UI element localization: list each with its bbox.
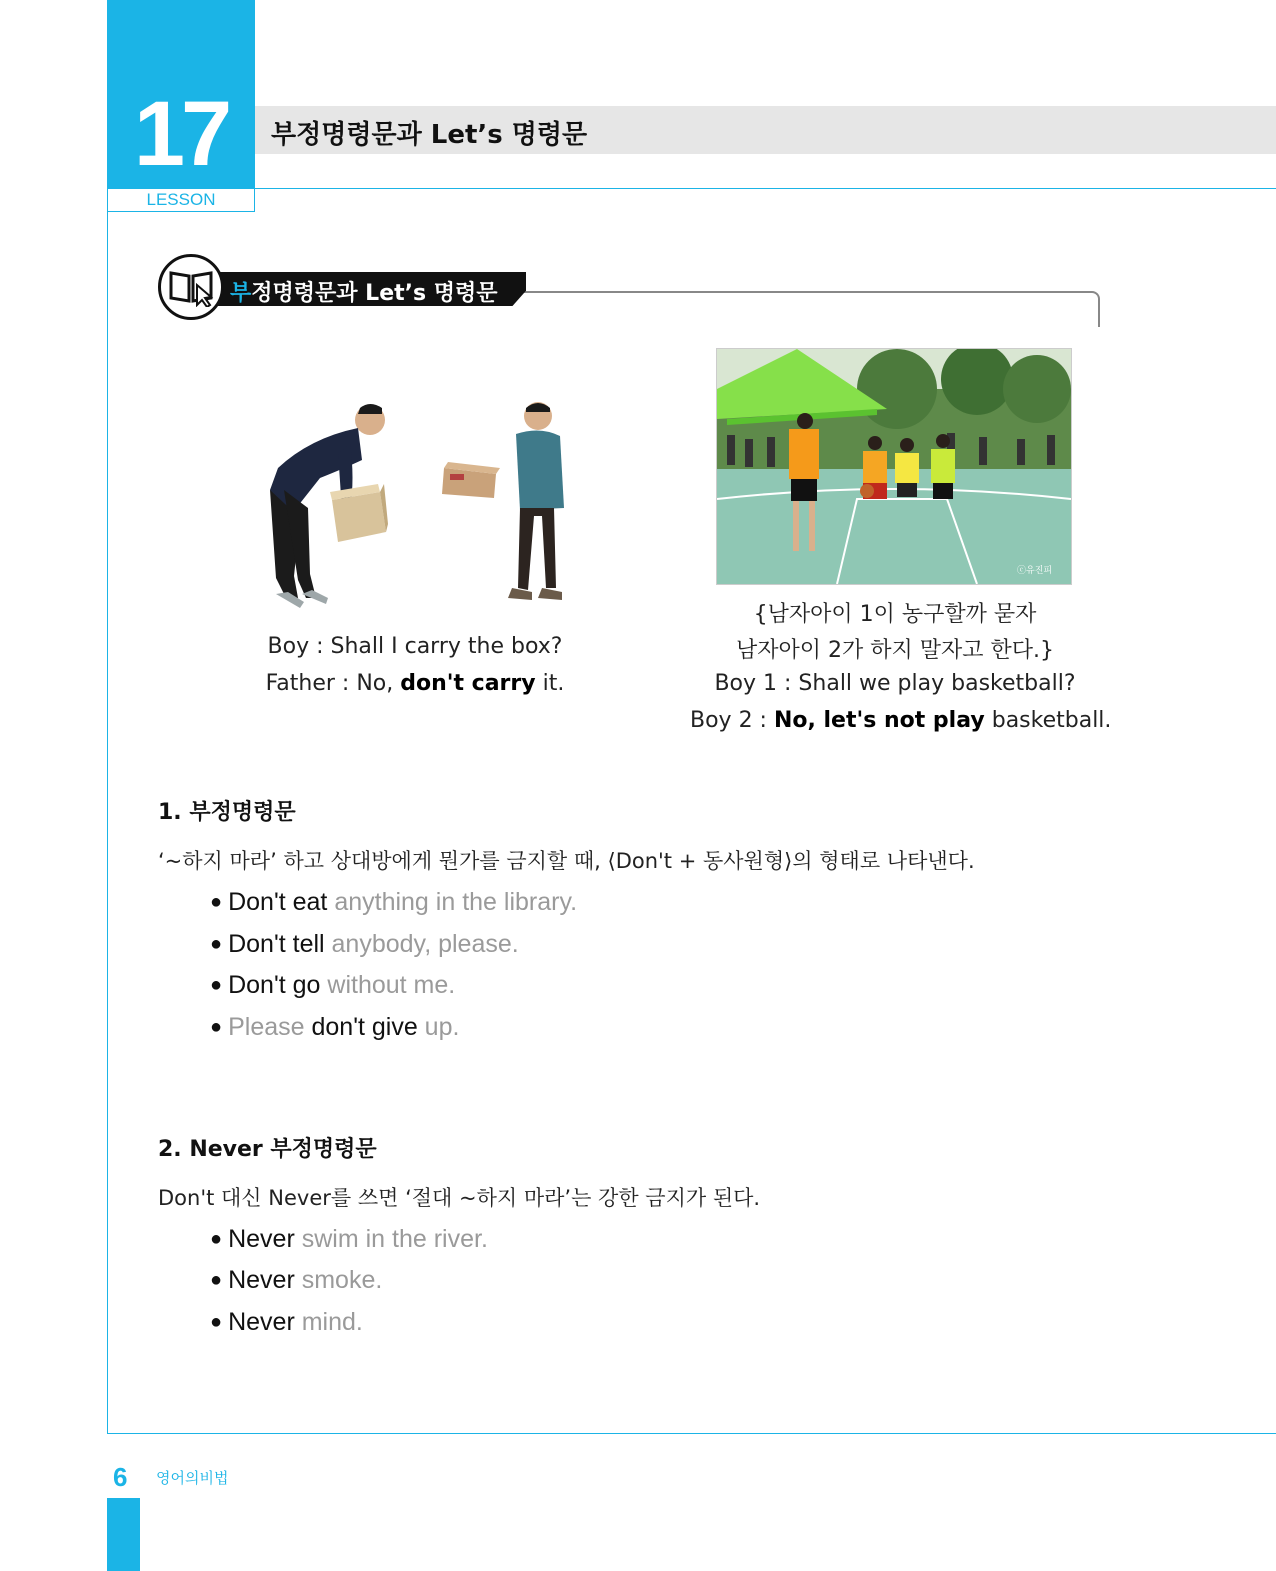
example-rest: anybody, please. — [324, 930, 519, 958]
right-caption-line2 — [690, 708, 1112, 733]
left-caption-line2-post: it. — [535, 671, 565, 696]
left-caption-line2-bold: don't carry — [400, 671, 536, 696]
example-rest: mind. — [294, 1308, 363, 1336]
right-caption-line2-post: basketball. — [984, 708, 1112, 733]
right-note-line2: 남자아이 2가 하지 말자고 한다.} — [736, 638, 1054, 663]
example-rest: without me. — [320, 971, 456, 999]
right-caption-line2-pre: Boy 2 : — [690, 708, 774, 733]
part2-heading: 2. Never 부정명령문 — [158, 1137, 377, 1162]
part2-example-2: ● Never smoke. — [210, 1266, 383, 1294]
illustration-father-boy-box — [250, 398, 580, 620]
box-boy — [442, 462, 500, 498]
footer-divider — [107, 1433, 1276, 1434]
left-caption-line2-pre: Father : No, — [265, 671, 401, 696]
section-heading — [158, 254, 1103, 329]
example-rest: up. — [417, 1013, 460, 1041]
right-caption-line1: Boy 1 : Shall we play basketball? — [714, 671, 1076, 696]
example-strong: Don't go — [228, 971, 321, 999]
section-heading-highlight: 부 — [230, 281, 252, 306]
lesson-label-box — [107, 188, 255, 212]
right-note-line1: {남자아이 1이 농구할까 묻자 — [753, 602, 1037, 627]
page-title: 부정명령문과 Let’s 명령문 — [271, 120, 588, 150]
part1-example-4: ● Please don't give up. — [210, 1013, 460, 1041]
example-strong: Don't tell — [228, 930, 325, 958]
section-heading-line — [508, 291, 1100, 327]
example-rest: swim in the river. — [294, 1225, 488, 1253]
example-lead: Please — [228, 1013, 312, 1041]
part2-description: Don't 대신 Never를 쓰면 ‘절대 ~하지 마라’는 강한 금지가 된다. — [158, 1186, 761, 1210]
example-strong: don't give — [311, 1013, 418, 1041]
left-margin-divider — [107, 188, 108, 1433]
example-strong: Never — [228, 1266, 295, 1294]
book-title: 영어의비법 — [156, 1469, 229, 1487]
box-father — [330, 484, 388, 542]
part2-example-3: ● Never mind. — [210, 1308, 363, 1336]
example-strong: Don't eat — [228, 888, 328, 916]
lesson-number: 17 — [133, 83, 229, 185]
photo-basketball-court — [716, 348, 1072, 585]
footer-color-tab — [107, 1498, 140, 1571]
part1-example-2: ● Don't tell anybody, please. — [210, 930, 519, 958]
section-heading-rest: 정명령문과 Let’s 명령문 — [251, 281, 498, 306]
part1-example-3: ● Don't go without me. — [210, 971, 456, 999]
part1-example-1: ● Don't eat anything in the library. — [210, 888, 578, 916]
part1-heading: 1. 부정명령문 — [158, 800, 296, 825]
part1-description: ‘~하지 마라’ 하고 상대방에게 뭔가를 금지할 때, ⟨Don't + 동사원형⟩의 형태로 나타낸다. — [158, 849, 975, 873]
example-strong: Never — [228, 1225, 295, 1253]
lesson-label: LESSON — [146, 190, 216, 209]
header-divider — [255, 188, 1276, 189]
example-rest: smoke. — [294, 1266, 383, 1294]
left-caption-line2 — [250, 671, 580, 696]
section-heading-text — [230, 276, 498, 307]
part2-example-1: ● Never swim in the river. — [210, 1225, 488, 1253]
book-cursor-icon — [158, 254, 224, 320]
example-strong: Never — [228, 1308, 295, 1336]
photo-watermark: ⓒ유진피 — [1017, 566, 1053, 576]
left-caption-line1: Boy : Shall I carry the box? — [267, 634, 563, 659]
lesson-block — [107, 0, 255, 188]
boy-figure — [508, 402, 564, 600]
example-rest: anything in the library. — [327, 888, 578, 916]
right-caption-line2-bold: No, let's not play — [773, 708, 985, 733]
title-bar — [255, 106, 1276, 154]
page-number: 6 — [113, 1462, 128, 1492]
